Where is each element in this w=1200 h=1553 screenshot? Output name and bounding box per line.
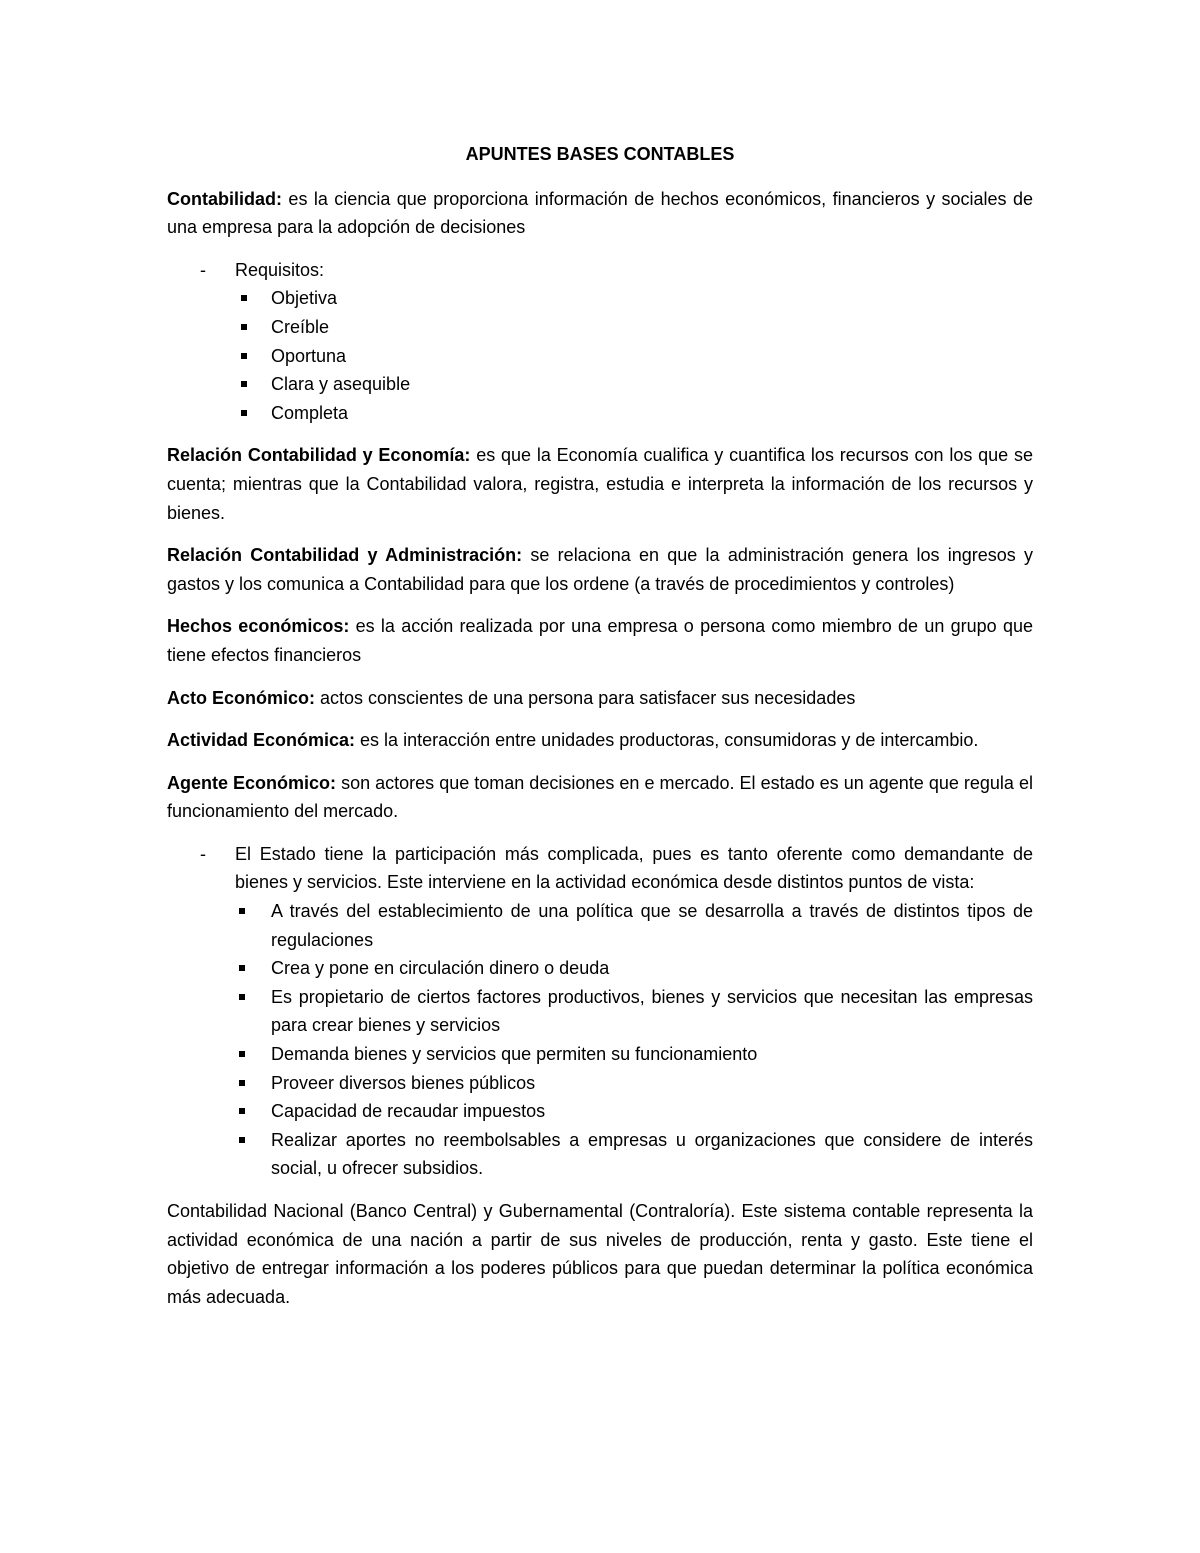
list-item-text: Oportuna bbox=[271, 345, 347, 366]
list-item bbox=[235, 983, 1033, 1040]
list-item bbox=[167, 284, 1033, 313]
square-bullet-icon bbox=[241, 295, 247, 301]
list-item-text: Objetiva bbox=[271, 288, 338, 309]
square-bullet-icon bbox=[239, 994, 245, 1000]
square-bullet-icon bbox=[241, 353, 247, 359]
square-bullet-icon bbox=[241, 324, 247, 330]
list-item-text: Demanda bienes y servicios que permiten su funcionamiento bbox=[271, 1044, 758, 1065]
square-bullet-icon bbox=[239, 965, 245, 971]
list-item bbox=[235, 1126, 1033, 1183]
requisitos-label: Requisitos: bbox=[235, 259, 325, 280]
list-item bbox=[235, 954, 1033, 983]
list-item-text: Completa bbox=[271, 402, 349, 423]
list-item-text: Es propietario de ciertos factores productivos, bienes y servicios que necesitan las empresas para crear bienes y servicios bbox=[271, 986, 1033, 1036]
list-item-text: Clara y asequible bbox=[271, 374, 411, 395]
term-hechos: Hechos económicos: bbox=[167, 616, 350, 637]
list-item-text: Realizar aportes no reembolsables a empresas u organizaciones que considere de interés social, u ofrecer subsidios. bbox=[271, 1129, 1033, 1179]
paragraph-actividad bbox=[167, 726, 1033, 755]
paragraph-contabilidad bbox=[167, 185, 1033, 242]
definition-agente: son actores que toman decisiones en e mercado. El estado es un agente que regula el funcionamiento del mercado. bbox=[167, 772, 1033, 822]
list-item-text: A través del establecimiento de una política que se desarrolla a través de distintos tipos de regulaciones bbox=[271, 901, 1033, 950]
definition-contabilidad: es la ciencia que proporciona información de hechos económicos, financieros y sociales de una empresa para la adopción de decisiones bbox=[167, 188, 1033, 238]
list-item bbox=[167, 313, 1033, 342]
square-bullet-icon bbox=[241, 410, 247, 416]
list-item bbox=[235, 897, 1033, 954]
requisitos-list bbox=[167, 256, 1033, 285]
paragraph-agente bbox=[167, 769, 1033, 826]
list-item bbox=[167, 399, 1033, 428]
square-bullet-icon bbox=[239, 1108, 245, 1114]
definition-acto: actos conscientes de una persona para satisfacer sus necesidades bbox=[315, 687, 856, 708]
square-bullet-icon bbox=[239, 1051, 245, 1057]
requisitos-item bbox=[167, 256, 1033, 285]
list-item-text: Capacidad de recaudar impuestos bbox=[271, 1101, 546, 1122]
paragraph-contabilidad-nacional: Contabilidad Nacional (Banco Central) y Gubernamental (Contraloría). Este sistema contable representa la actividad económica de una nación a partir de sus niveles de producción, renta y gasto. Este tiene el objetivo de entregar información a los poderes públicos para que puedan determinar la política económica más adecuada. bbox=[167, 1201, 1033, 1307]
estado-text: El Estado tiene la participación más complicada, pues es tanto oferente como demandante de bienes y servicios. Este interviene en la actividad económica desde distintos puntos de vista: bbox=[235, 843, 1033, 893]
list-item bbox=[235, 1040, 1033, 1069]
document-page bbox=[167, 140, 1033, 1325]
estado-item bbox=[167, 840, 1033, 1183]
term-agente: Agente Económico: bbox=[167, 772, 337, 793]
paragraph-relacion-economia bbox=[167, 441, 1033, 527]
list-item bbox=[235, 1097, 1033, 1126]
estado-sublist bbox=[235, 897, 1033, 1183]
list-item bbox=[167, 342, 1033, 371]
term-contabilidad: Contabilidad: bbox=[167, 188, 282, 209]
square-bullet-icon bbox=[239, 908, 245, 914]
term-actividad: Actividad Económica: bbox=[167, 730, 356, 751]
square-bullet-icon bbox=[239, 1080, 245, 1086]
term-acto: Acto Económico: bbox=[167, 687, 316, 708]
square-bullet-icon bbox=[241, 381, 247, 387]
list-item bbox=[235, 1069, 1033, 1098]
paragraph-acto bbox=[167, 684, 1033, 713]
definition-relacion-administracion: se relaciona en que la administración genera los ingresos y gastos y los comunica a Contabilidad para que los ordene (a través de procedimientos y controles) bbox=[167, 545, 1034, 594]
term-relacion-administracion: Relación Contabilidad y Administración: bbox=[167, 545, 523, 566]
term-relacion-economia: Relación Contabilidad y Economía: bbox=[167, 445, 471, 466]
document-title: APUNTES BASES CONTABLES bbox=[465, 144, 735, 164]
list-item-text: Proveer diversos bienes públicos bbox=[271, 1072, 536, 1093]
paragraph-relacion-administracion bbox=[167, 541, 1033, 598]
definition-hechos: es la acción realizada por una empresa o persona como miembro de un grupo que tiene efectos financieros bbox=[167, 616, 1033, 665]
definition-relacion-economia: es que la Economía cualifica y cuantifica los recursos con los que se cuenta; mientras que la Contabilidad valora, registra, estudia e interpreta la información de los recursos y bienes. bbox=[167, 445, 1033, 523]
paragraph-hechos bbox=[167, 612, 1033, 669]
estado-list bbox=[167, 840, 1033, 1183]
list-item-text: Crea y pone en circulación dinero o deuda bbox=[271, 958, 610, 979]
definition-actividad: es la interacción entre unidades productoras, consumidoras y de intercambio. bbox=[355, 730, 979, 751]
dash-bullet: - bbox=[200, 259, 206, 280]
square-bullet-icon bbox=[239, 1137, 245, 1143]
requisitos-sublist bbox=[167, 284, 1033, 427]
list-item-text: Creíble bbox=[271, 316, 330, 337]
list-item bbox=[167, 370, 1033, 399]
dash-bullet: - bbox=[200, 843, 206, 864]
